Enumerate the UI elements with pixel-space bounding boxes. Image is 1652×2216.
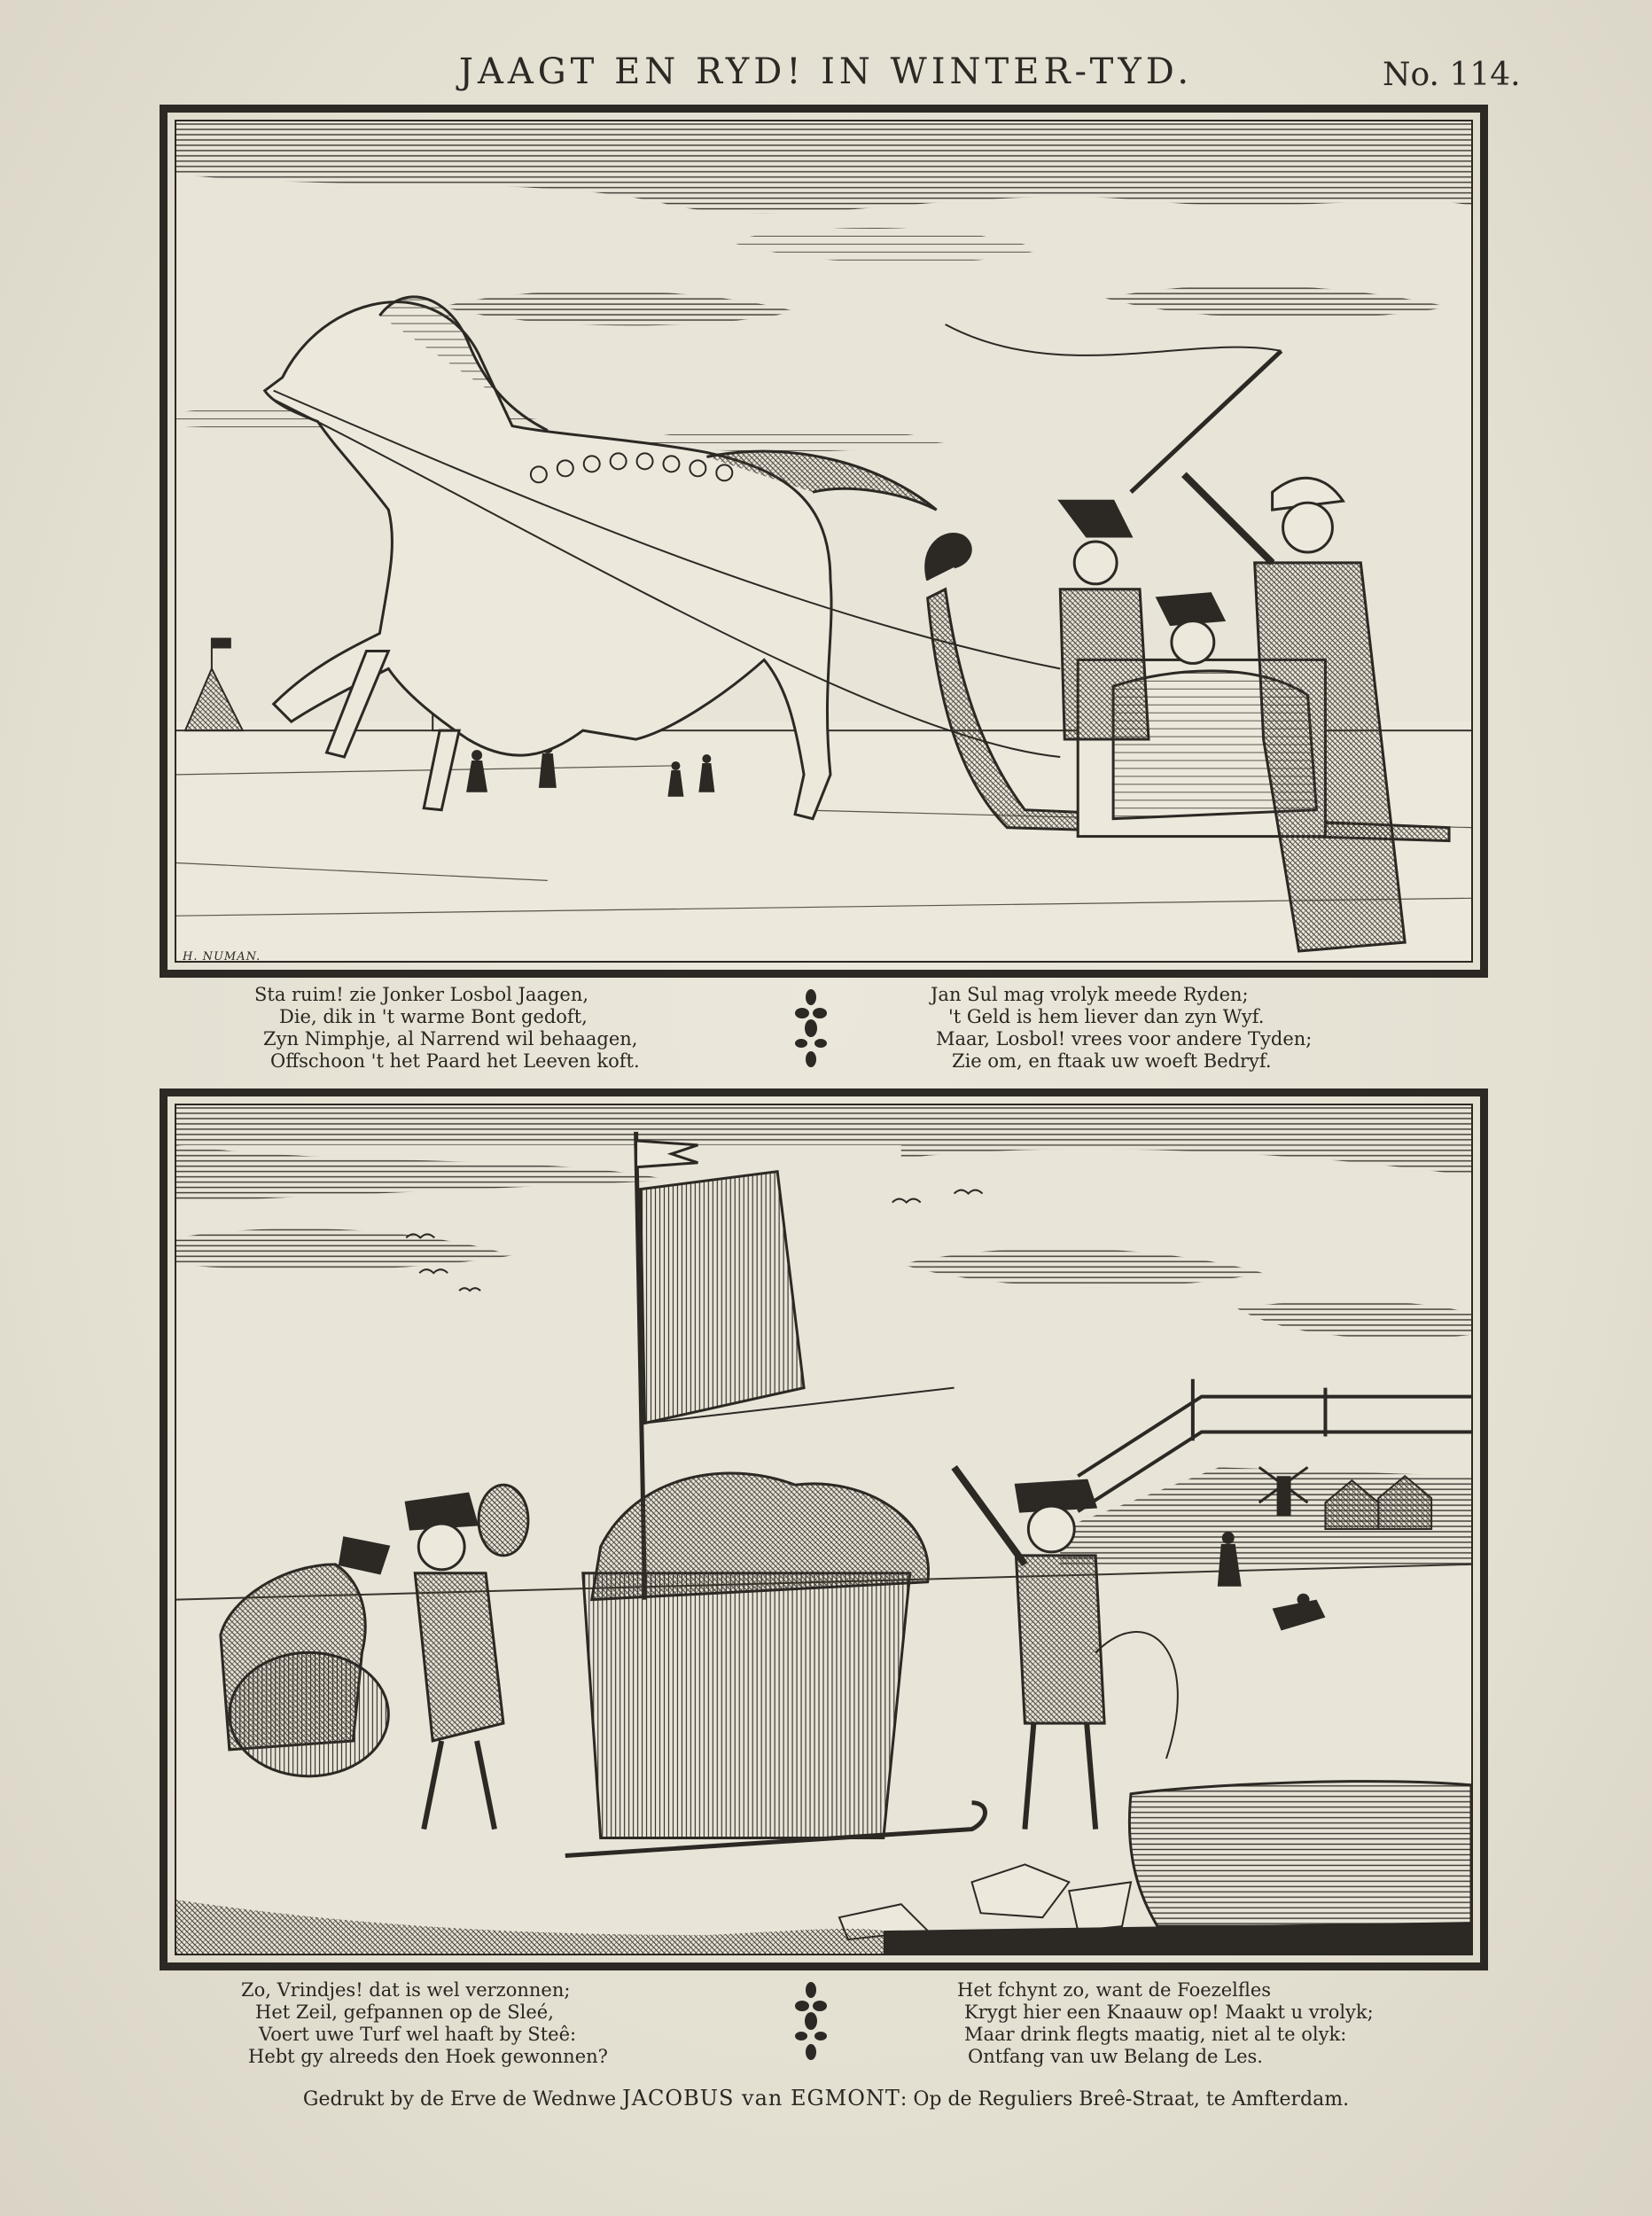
verse-line: Het fchynt zo, want de Foezelfles bbox=[957, 1979, 1272, 2001]
sledge-box bbox=[583, 1573, 910, 1838]
verse-top-right bbox=[931, 984, 1312, 1073]
plate-ice-yacht bbox=[175, 1104, 1473, 1955]
verse-line: Zo, Vrindjes! dat is wel verzonnen; bbox=[241, 1979, 571, 2001]
plate-sleigh-frame bbox=[160, 105, 1488, 978]
sheet-number: No. 114. bbox=[1383, 57, 1521, 93]
seated-lady bbox=[1157, 594, 1224, 664]
verse-line: Maar, Losbol! vrees voor andere Tyden; bbox=[936, 1028, 1313, 1049]
verse-line: Offschoon 't het Paard het Leeven koft. bbox=[270, 1050, 640, 1072]
verse-top-left bbox=[254, 984, 640, 1073]
verse-bottom-left bbox=[241, 1979, 608, 2068]
verse-line: Het Zeil, gefpannen op de Sleé, bbox=[255, 2001, 554, 2023]
man-with-turf-basket bbox=[221, 1538, 388, 1776]
verse-line: Maar drink flegts maatig, niet al te olyk: bbox=[964, 2024, 1347, 2045]
verse-line: Zie om, en ftaak uw woeft Bedryf. bbox=[952, 1050, 1272, 1072]
rope bbox=[1095, 1632, 1178, 1759]
sail bbox=[641, 1172, 804, 1424]
plate-ice-yacht-frame bbox=[160, 1088, 1488, 1970]
floral-ornament-bottom bbox=[793, 1981, 829, 2061]
whip-lash bbox=[946, 324, 1282, 355]
ice-sledge-scene-illustration bbox=[176, 1105, 1471, 1954]
man-with-bottle bbox=[406, 1485, 528, 1829]
sheet-title: JAAGT EN RYD! IN WINTER-TYD. bbox=[458, 51, 1194, 92]
engraver-signature-top: H. NUMAN. bbox=[183, 950, 261, 964]
pennant bbox=[636, 1141, 698, 1167]
verse-line: Zyn Nimphje, al Narrend wil behaagen, bbox=[263, 1028, 638, 1049]
verse-line: Voert uwe Turf wel haaft by Steê: bbox=[259, 2024, 577, 2045]
gin-bottle bbox=[479, 1485, 528, 1556]
printer-imprint bbox=[0, 2086, 1652, 2111]
imprint-publisher: JACOBUS van EGMONT bbox=[622, 2086, 900, 2111]
verse-line: Jan Sul mag vrolyk meede Ryden; bbox=[931, 984, 1249, 1005]
sail-sledge bbox=[565, 1132, 986, 1856]
turf-basket bbox=[230, 1652, 389, 1775]
sky-hatching bbox=[176, 1105, 1471, 1145]
engraver-signature-bottom: H. NUMAN. bbox=[1369, 1941, 1448, 1955]
cloud bbox=[176, 1229, 512, 1270]
frozen-boat bbox=[1129, 1782, 1471, 1926]
imprint-prefix: Gedrukt by de Erve de Wednwe bbox=[302, 2088, 617, 2111]
cloud bbox=[441, 291, 795, 326]
plate-sleigh bbox=[175, 120, 1473, 963]
verse-line: Krygt hier een Knaauw op! Maakt u vrolyk; bbox=[964, 2001, 1374, 2023]
standing-servant bbox=[1060, 501, 1149, 739]
sky-hatching bbox=[176, 121, 1471, 175]
whip-handle bbox=[1131, 351, 1282, 492]
verse-line: Die, dik in 't warme Bont gedoft, bbox=[279, 1006, 588, 1027]
verse-bottom-right bbox=[957, 1979, 1374, 2068]
distant-tent bbox=[185, 668, 243, 730]
sleigh-scene-illustration bbox=[176, 121, 1471, 961]
verse-line: Hebt gy alreeds den Hoek gewonnen? bbox=[248, 2046, 608, 2067]
verse-line: 't Geld is hem liever dan zyn Wyf. bbox=[948, 1006, 1265, 1027]
imprint-suffix: : Op de Reguliers Breê-Straat, te Amfterdam. bbox=[900, 2088, 1350, 2111]
swan-figurehead bbox=[926, 534, 971, 580]
verse-line: Ontfang van uw Belang de Les. bbox=[968, 2046, 1263, 2067]
floral-ornament-top bbox=[793, 988, 829, 1068]
verse-line: Sta ruim! zie Jonker Losbol Jaagen, bbox=[254, 984, 589, 1005]
